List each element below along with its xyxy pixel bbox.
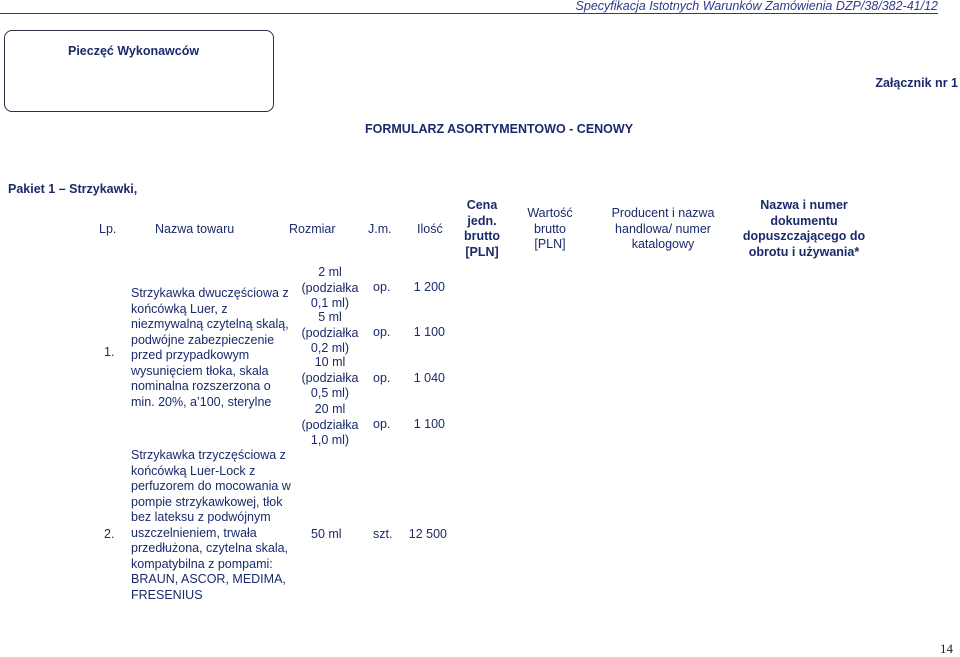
header-name: Nazwa towaru [155,222,235,236]
row-1-unit-1: op. [373,280,391,294]
contractor-stamp-label: Pieczęć Wykonawców [68,44,200,58]
header-gross-value: Wartość brutto [PLN] [527,206,573,251]
row-2-lp: 2. [104,527,115,541]
header-unit: J.m. [368,222,392,236]
row-1-unit-2: op. [373,325,391,339]
row-1-qty-3: 1 040 [413,371,445,385]
row-1-name: Strzykawka dwuczęściowa z końcówką Luer, z niezmywalną czytelną skalą, podwójne zabezpieczenie przed przypadkowym wysunięciem tłoka, skala nominalna rozszerzona o min. 20%, a’100, sterylne [131,286,289,409]
row-1-lp: 1. [104,345,115,359]
row-2-size-1: 50 ml [311,527,342,541]
row-1-size-4: 20 ml (podziałka 1,0 ml) [301,402,359,447]
row-2-name: Strzykawka trzyczęściowa z końcówką Luer-Lock z perfuzorem do mocowania w pompie strzykawkowej, tłok bez lateksu z podwójnym uszczelnieniem, trwała przedłużona, czytelna skala, kompatybilna z pompami: BRAUN, ASCOR, MEDIMA, FRESENIUS [131,448,291,602]
header-rule [0,13,938,14]
document-header-title: Specyfikacja Istotnych Warunków Zamówienia DZP/38/382-41/12 [575,0,938,13]
row-2-unit-1: szt. [373,527,393,541]
form-title: FORMULARZ ASORTYMENTOWO - CENOWY [365,122,634,136]
header-lp: Lp. [99,222,117,236]
contractor-stamp-box [4,30,274,112]
page-number: 14 [940,641,953,656]
header-qty: Ilość [417,222,443,236]
row-1-qty-1: 1 200 [413,280,445,294]
document-header [0,0,960,16]
annex-label: Załącznik nr 1 [875,76,958,90]
row-1-qty-4: 1 100 [413,417,445,431]
row-1-unit-4: op. [373,417,391,431]
row-1-size-2: 5 ml (podziałka 0,2 ml) [301,310,359,355]
header-size: Rozmiar [289,222,336,236]
package-title: Pakiet 1 – Strzykawki, [8,182,138,196]
row-1-size-3: 10 ml (podziałka 0,5 ml) [301,355,359,400]
row-1-unit-3: op. [373,371,391,385]
header-approval-document: Nazwa i numer dokumentu dopuszczającego do obrotu i używania* [742,198,866,259]
header-producer: Producent i nazwa handlowa/ numer katalogowy [611,206,715,251]
header-unit-price: Cena jedn. brutto [PLN] [463,198,501,259]
row-1-qty-2: 1 100 [413,325,445,339]
row-2-qty-1: 12 500 [408,527,447,541]
row-1-size-1: 2 ml (podziałka 0,1 ml) [301,265,359,310]
